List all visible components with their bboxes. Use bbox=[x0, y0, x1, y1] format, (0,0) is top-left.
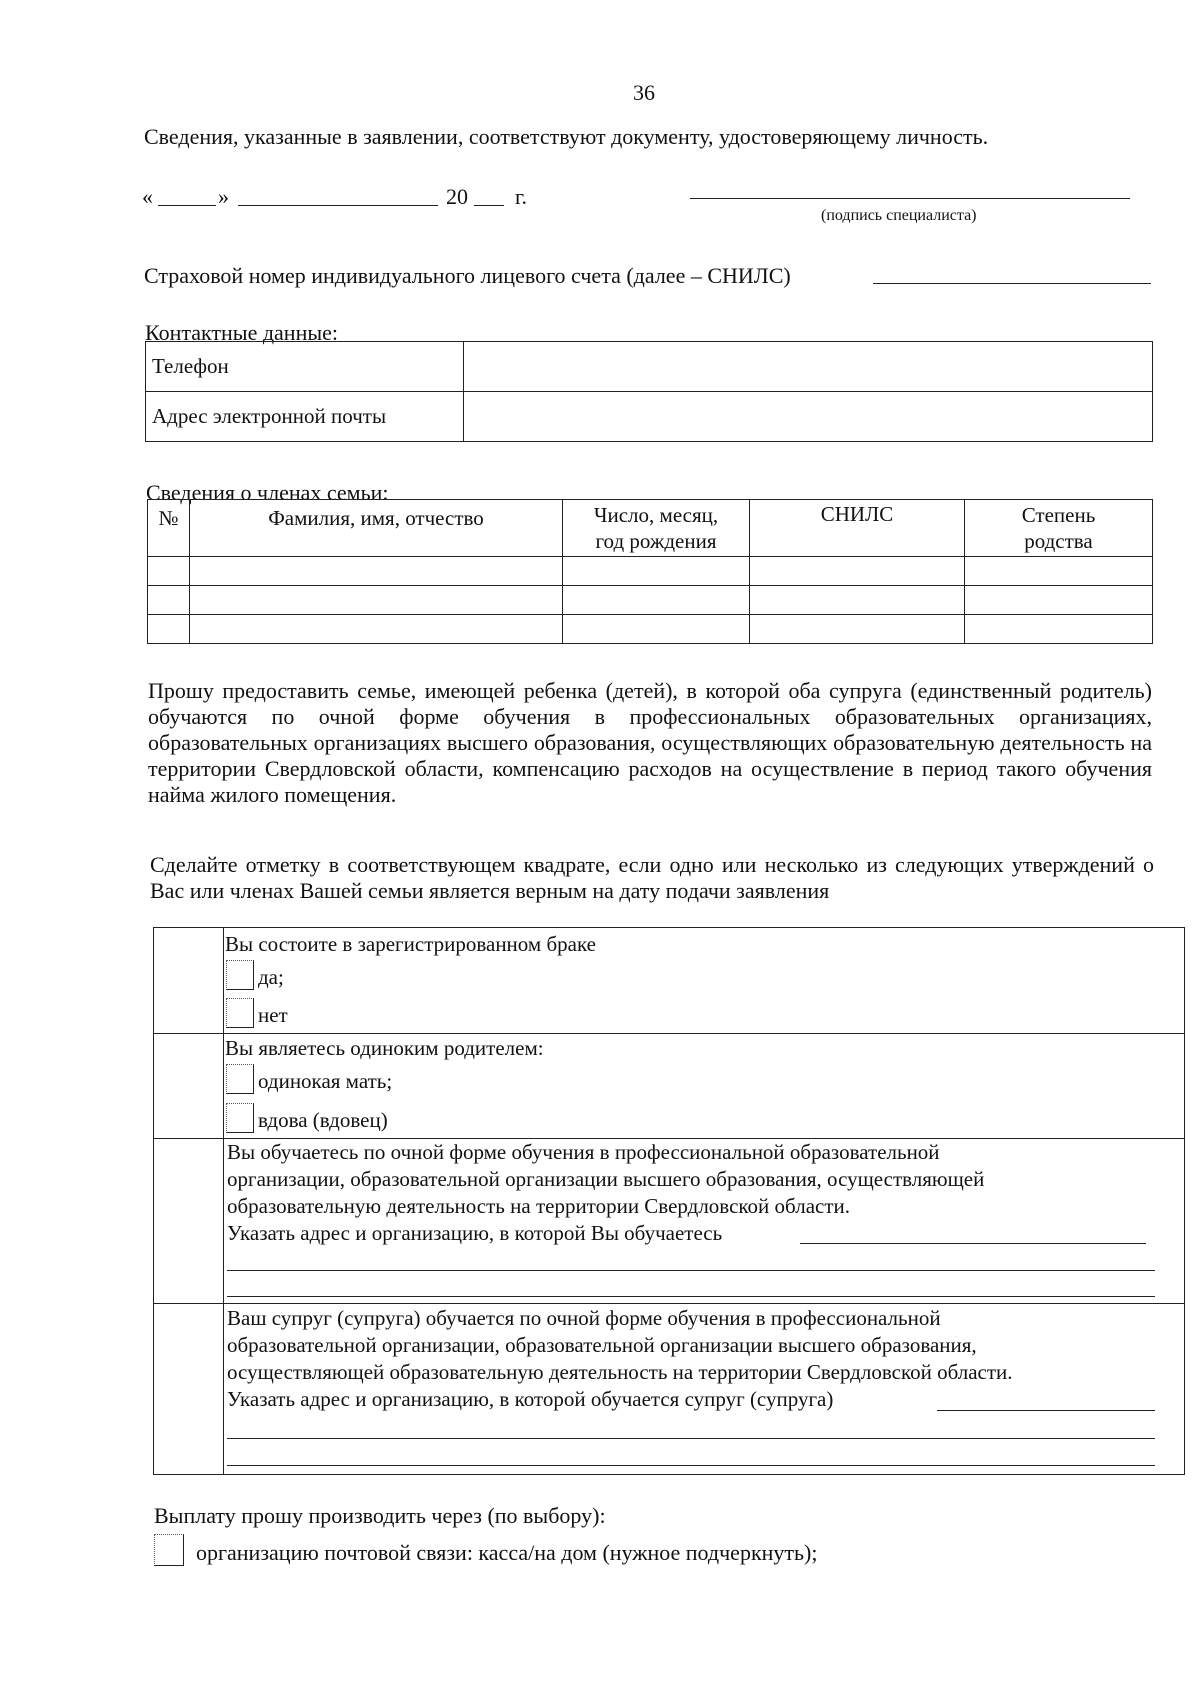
contact-label-phone: Телефон bbox=[146, 342, 464, 392]
widow-checkbox[interactable] bbox=[226, 1103, 254, 1133]
email-input-cell[interactable] bbox=[464, 392, 1153, 442]
cell-name[interactable] bbox=[190, 586, 563, 615]
statements-row-divider bbox=[153, 1138, 1185, 1139]
study-spouse-address-field[interactable] bbox=[937, 1410, 1155, 1411]
cell-birth[interactable] bbox=[563, 586, 750, 615]
date-year-prefix: 20 bbox=[446, 184, 468, 209]
family-heading: Сведения о членах семьи: bbox=[146, 480, 389, 505]
married-question: Вы состоите в зарегистрированном браке bbox=[225, 932, 596, 956]
contact-label-email: Адрес электронной почты bbox=[146, 392, 464, 442]
snils-field[interactable] bbox=[873, 283, 1151, 284]
married-no-checkbox[interactable] bbox=[226, 998, 254, 1028]
study-you-line3: образовательную деятельность на территории Свердловской области. bbox=[227, 1194, 850, 1218]
mark-paragraph: Сделайте отметку в соответствующем квадрате, если одно или несколько из следующих утверждений о Вас или членах Вашей семьи является верным на дату подачи заявления bbox=[150, 852, 1154, 903]
verification-sentence: Сведения, указанные в заявлении, соответствуют документу, удостоверяющему личность. bbox=[144, 124, 989, 149]
married-yes-checkbox[interactable] bbox=[226, 960, 254, 990]
study-spouse-line2: образовательной организации, образовательной организации высшего образования, bbox=[227, 1333, 977, 1357]
married-yes-option[interactable] bbox=[226, 960, 284, 990]
date-quote-close: » bbox=[218, 184, 229, 209]
date-month-field[interactable] bbox=[238, 205, 438, 206]
study-you-line4: Указать адрес и организацию, в которой Вы обучаетесь bbox=[227, 1221, 723, 1245]
col-relation-header-line2: родства bbox=[1024, 529, 1093, 553]
study-spouse-line4: Указать адрес и организацию, в которой обучается супруг (супруга) bbox=[227, 1387, 834, 1411]
date-year-field[interactable] bbox=[474, 205, 504, 206]
col-snils-header: СНИЛС bbox=[750, 500, 965, 557]
married-yes-label: да; bbox=[258, 965, 284, 989]
single-mother-label: одинокая мать; bbox=[258, 1069, 393, 1093]
study-spouse-line3: осуществляющей образовательную деятельность на территории Свердловской области. bbox=[227, 1360, 1013, 1384]
date-day-field[interactable] bbox=[158, 205, 216, 206]
table-row bbox=[148, 615, 1153, 644]
signature-caption: (подпись специалиста) bbox=[821, 207, 977, 224]
cell-name[interactable] bbox=[190, 557, 563, 586]
study-you-address-field[interactable] bbox=[800, 1243, 1146, 1244]
payment-post-label: организацию почтовой связи: касса/на дом (нужное подчеркнуть); bbox=[196, 1540, 818, 1565]
study-you-line2: организации, образовательной организации высшего образования, осуществляющей bbox=[227, 1167, 985, 1191]
single-parent-question: Вы являетесь одиноким родителем: bbox=[225, 1036, 544, 1060]
col-number-header: № bbox=[148, 500, 190, 557]
statements-row-divider bbox=[153, 1033, 1185, 1034]
statements-row-divider bbox=[153, 1303, 1185, 1304]
signature-line[interactable] bbox=[690, 198, 1130, 199]
cell-snils[interactable] bbox=[750, 615, 965, 644]
study-you-address-field-3[interactable] bbox=[227, 1296, 1155, 1297]
single-mother-checkbox[interactable] bbox=[226, 1064, 254, 1094]
widow-option[interactable] bbox=[226, 1103, 388, 1133]
study-you-address-field-2[interactable] bbox=[227, 1270, 1155, 1271]
contacts-table bbox=[145, 341, 1153, 442]
statements-mark-column-divider bbox=[223, 927, 224, 1475]
date-quote-open: « bbox=[142, 184, 153, 209]
date-year-suffix: г. bbox=[515, 184, 528, 209]
cell-relation[interactable] bbox=[965, 557, 1153, 586]
page-number: 36 bbox=[633, 80, 655, 105]
widow-label: вдова (вдовец) bbox=[258, 1108, 388, 1132]
col-birth-header bbox=[563, 500, 750, 557]
phone-input-cell[interactable] bbox=[464, 342, 1153, 392]
payment-post-option[interactable] bbox=[154, 1534, 818, 1566]
cell-birth[interactable] bbox=[563, 615, 750, 644]
cell-snils[interactable] bbox=[750, 557, 965, 586]
request-paragraph: Прошу предоставить семье, имеющей ребенка (детей), в которой оба супруга (единственный родитель) обучаются по очной форме обучения в профессиональных образовательных организациях, образовательных организациях высшего образования, осуществляющих образовательную деятельность на территории Свердловской области, компенсацию расходов на осуществление в период такого обучения найма жилого помещения. bbox=[148, 678, 1152, 807]
cell-name[interactable] bbox=[190, 615, 563, 644]
col-birth-header-line2: год рождения bbox=[595, 529, 717, 553]
snils-label: Страховой номер индивидуального лицевого счета (далее – СНИЛС) bbox=[144, 263, 791, 288]
married-no-option[interactable] bbox=[226, 998, 288, 1028]
study-spouse-line1: Ваш супруг (супруга) обучается по очной форме обучения в профессиональной bbox=[227, 1306, 941, 1330]
cell-relation[interactable] bbox=[965, 586, 1153, 615]
contacts-heading: Контактные данные: bbox=[145, 320, 338, 345]
cell-number[interactable] bbox=[148, 586, 190, 615]
table-row bbox=[148, 557, 1153, 586]
cell-snils[interactable] bbox=[750, 586, 965, 615]
table-row bbox=[148, 586, 1153, 615]
study-spouse-address-field-3[interactable] bbox=[227, 1465, 1155, 1466]
single-mother-option[interactable] bbox=[226, 1064, 392, 1094]
payment-heading: Выплату прошу производить через (по выбору): bbox=[154, 1503, 606, 1528]
cell-birth[interactable] bbox=[563, 557, 750, 586]
payment-post-checkbox[interactable] bbox=[154, 1534, 184, 1566]
cell-number[interactable] bbox=[148, 557, 190, 586]
cell-relation[interactable] bbox=[965, 615, 1153, 644]
col-relation-header bbox=[965, 500, 1153, 557]
study-you-line1: Вы обучаетесь по очной форме обучения в профессиональной образовательной bbox=[227, 1140, 940, 1164]
cell-number[interactable] bbox=[148, 615, 190, 644]
col-relation-header-line1: Степень bbox=[1021, 503, 1096, 527]
col-birth-header-line1: Число, месяц, bbox=[593, 503, 719, 527]
col-name-header: Фамилия, имя, отчество bbox=[190, 500, 563, 557]
family-table bbox=[147, 499, 1153, 644]
married-no-label: нет bbox=[258, 1003, 288, 1027]
study-spouse-address-field-2[interactable] bbox=[227, 1438, 1155, 1439]
